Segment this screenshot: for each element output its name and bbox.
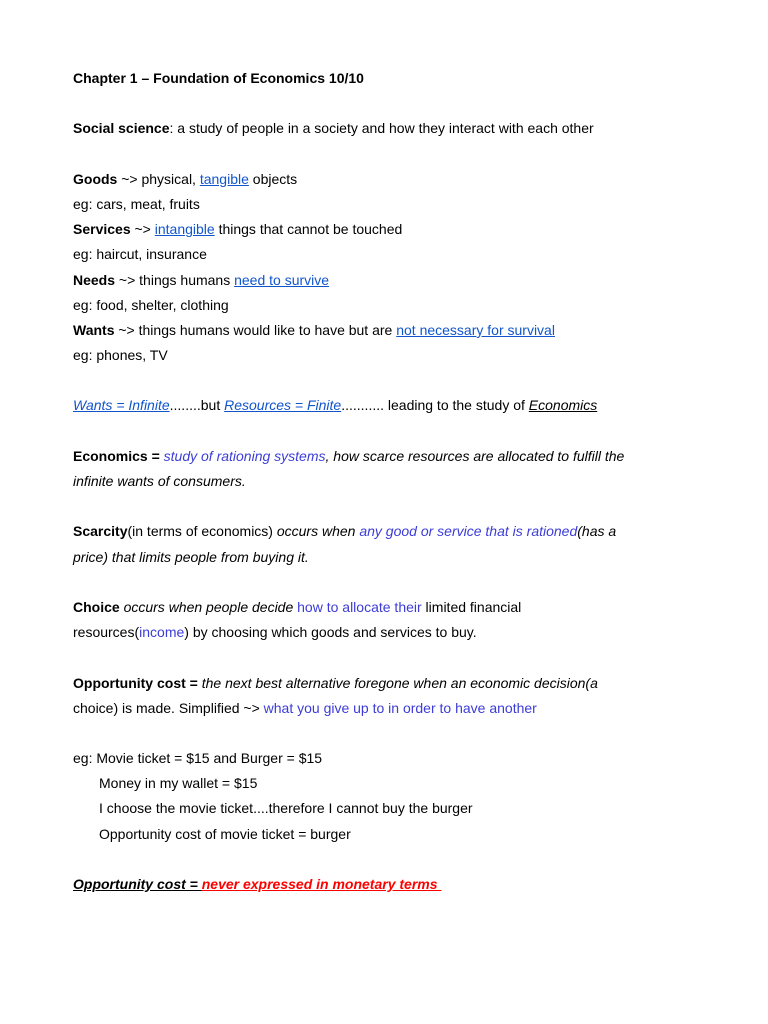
definition-text: ~> things humans: [115, 271, 235, 288]
blank-line: [73, 721, 768, 746]
connector-text: ........but: [169, 397, 225, 414]
note-emphasis: never expressed in monetary terms: [201, 876, 442, 892]
example-line: Money in my wallet = $15: [99, 775, 258, 792]
keyword-give-up: what you give up to in order to have another: [263, 699, 537, 716]
wants-vs-resources: [73, 393, 768, 418]
social-science-definition: [73, 116, 768, 141]
keyword-intangible: intangible: [154, 221, 215, 238]
choice-definition-line2: [73, 620, 768, 645]
term-scarcity: Scarcity: [73, 523, 128, 540]
goods-definition: [73, 167, 768, 192]
scarcity-definition-line2: price) that limits people from buying it.: [73, 548, 309, 565]
wants-infinite: Wants = Infinite: [73, 397, 170, 414]
term-social-science: Social science: [73, 120, 170, 137]
definition-text: objects: [248, 170, 298, 187]
term-needs: Needs: [73, 271, 116, 288]
definition-text: ) by choosing which goods and services to buy.: [184, 624, 477, 641]
term-opportunity-cost: Opportunity cost =: [73, 674, 202, 691]
term-choice: Choice: [73, 598, 120, 615]
definition-text: occurs when people decide: [119, 598, 298, 615]
economics-definition-line2: infinite wants of consumers.: [73, 473, 246, 489]
term-wants: Wants: [73, 321, 115, 338]
definition-text: ~>: [130, 221, 155, 238]
keyword-income: income: [139, 624, 185, 641]
resources-finite: Resources = Finite: [224, 397, 342, 414]
example-line: eg: Movie ticket = $15 and Burger = $15: [73, 750, 323, 767]
page-title: Chapter 1 – Foundation of Economics 10/10: [73, 70, 364, 86]
opportunity-cost-note: [73, 872, 768, 897]
connector-text: ........... leading to the study of: [341, 397, 529, 414]
needs-definition: [73, 268, 768, 293]
blank-line: [73, 91, 768, 116]
example-line: Opportunity cost of movie ticket = burger: [99, 825, 351, 842]
needs-example: eg: food, shelter, clothing: [73, 296, 229, 313]
blank-line: [73, 368, 768, 393]
blank-line: [73, 645, 768, 670]
definition-text: : a study of people in a society and how they interact with each other: [169, 120, 594, 137]
services-definition: [73, 217, 768, 242]
definition-text: resources(: [73, 624, 140, 641]
scarcity-definition: [73, 519, 768, 544]
term-economics: Economics =: [73, 447, 164, 464]
economics-word: Economics: [528, 397, 598, 414]
blank-line: [73, 847, 768, 872]
blank-line: [73, 419, 768, 444]
blank-line: [73, 570, 768, 595]
definition-text: (in terms of economics): [127, 523, 277, 540]
term-goods: Goods: [73, 170, 118, 187]
definition-text: ~> things humans would like to have but are: [114, 321, 397, 338]
opportunity-cost-definition-line2: [73, 696, 768, 721]
definition-text: limited financial: [421, 598, 522, 615]
keyword-need-to-survive: need to survive: [234, 271, 330, 288]
keyword-rationing-systems: study of rationing systems: [163, 447, 326, 464]
choice-definition: [73, 595, 768, 620]
wants-definition: [73, 318, 768, 343]
definition-text: the next best alternative foregone when an economic decision(a: [201, 674, 598, 691]
definition-text: (has a: [577, 523, 617, 540]
definition-text: occurs when: [276, 523, 360, 540]
keyword-not-necessary: not necessary for survival: [396, 321, 555, 338]
definition-text: choice) is made. Simplified ~>: [73, 699, 264, 716]
example-line: I choose the movie ticket....therefore I cannot buy the burger: [99, 800, 473, 817]
keyword-rationed: any good or service that is rationed: [359, 523, 578, 540]
keyword-allocate: how to allocate their: [297, 598, 422, 615]
opportunity-cost-definition: [73, 671, 768, 696]
wants-example: eg: phones, TV: [73, 347, 168, 364]
blank-line: [73, 142, 768, 167]
economics-definition: [73, 444, 768, 469]
note-term: Opportunity cost =: [73, 876, 202, 892]
blank-line: [73, 494, 768, 519]
term-services: Services: [73, 221, 131, 238]
definition-text: ~> physical,: [117, 170, 200, 187]
definition-text: , how scarce resources are allocated to fulfill the: [325, 447, 625, 464]
definition-text: things that cannot be touched: [214, 221, 403, 238]
keyword-tangible: tangible: [199, 170, 249, 187]
services-example: eg: haircut, insurance: [73, 246, 207, 263]
goods-example: eg: cars, meat, fruits: [73, 195, 200, 212]
